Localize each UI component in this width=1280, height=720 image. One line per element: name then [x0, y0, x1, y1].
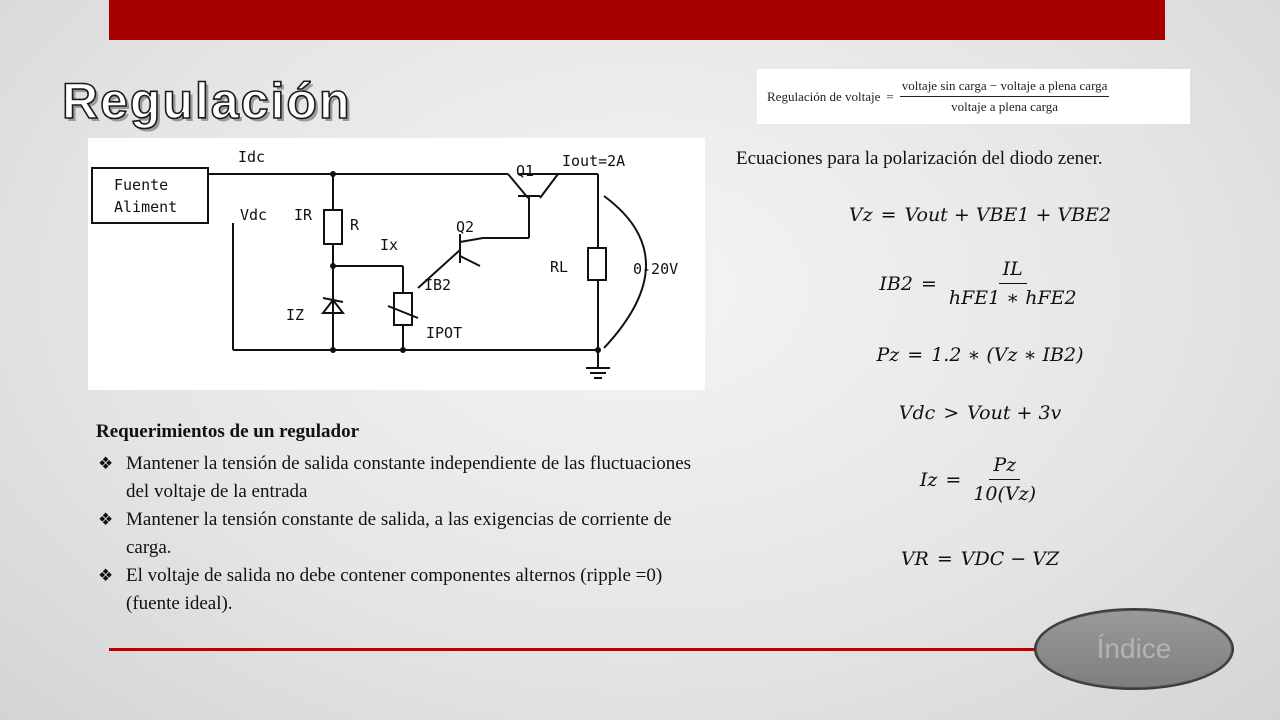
eq-denominator: hFE1 ∗ hFE2 — [948, 287, 1077, 309]
label-range: 0-20V — [633, 260, 679, 278]
equation-vr — [760, 548, 1200, 570]
label-ix: Ix — [380, 236, 399, 254]
list-item-text: Mantener la tensión constante de salida, a las exigencias de corriente de carga. — [126, 509, 672, 558]
formula-equals: = — [886, 88, 894, 104]
eq-fraction — [945, 258, 1081, 309]
eq-operator: = — [945, 468, 962, 491]
label-rl: RL — [550, 258, 569, 276]
eq-fraction — [969, 454, 1040, 505]
regulator-circuit-diagram — [88, 138, 705, 390]
label-ipot: IPOT — [426, 324, 463, 342]
eq-lhs: Pz — [876, 344, 900, 366]
list-item-text: Mantener la tensión de salida constante independiente de las fluctuaciones del voltaje de la entrada — [126, 453, 692, 502]
diamond-bullet-icon: ❖ — [98, 566, 114, 585]
resistor-r — [324, 210, 342, 244]
label-q1: Q1 — [516, 162, 535, 180]
list-item — [96, 506, 716, 562]
eq-lhs: Iz — [919, 468, 938, 491]
label-iout: Iout=2A — [562, 152, 626, 170]
eq-rhs: Vout + VBE1 + VBE2 — [904, 204, 1112, 226]
requirements-heading: Requerimientos de un regulador — [96, 421, 360, 442]
formula-numerator: voltaje sin carga − voltaje a plena carga — [900, 78, 1110, 97]
label-ib2: IB2 — [424, 276, 452, 294]
eq-lhs: IB2 — [879, 272, 913, 295]
eq-numerator: Pz — [989, 454, 1020, 480]
eq-rhs: Vout + 3v — [967, 402, 1062, 424]
eq-operator: > — [943, 402, 960, 424]
list-item-text: El voltaje de salida no debe contener componentes alternos (ripple =0) (fuente ideal). — [126, 565, 663, 614]
label-vdc: Vdc — [240, 206, 268, 224]
resistor-rl — [588, 248, 606, 280]
eq-lhs: Vz — [848, 204, 873, 226]
index-button[interactable]: Índice — [1034, 608, 1234, 690]
equations-heading: Ecuaciones para la polarización del diodo zener. — [736, 148, 1103, 169]
eq-operator: = — [907, 344, 924, 366]
label-iz: IZ — [286, 306, 305, 324]
label-fuente: Fuente — [114, 176, 169, 194]
diamond-bullet-icon: ❖ — [98, 510, 114, 529]
list-item — [96, 450, 716, 506]
diamond-bullet-icon: ❖ — [98, 454, 114, 473]
equation-ib2 — [760, 258, 1200, 309]
circuit-svg — [88, 138, 705, 390]
eq-operator: = — [936, 548, 953, 570]
label-idc: Idc — [238, 148, 266, 166]
label-ir: IR — [294, 206, 313, 224]
eq-operator: = — [920, 272, 937, 295]
formula-fraction — [900, 78, 1110, 115]
eq-denominator: 10(Vz) — [973, 483, 1037, 505]
formula-denominator: voltaje a plena carga — [951, 99, 1059, 114]
eq-lhs: Vdc — [898, 402, 936, 424]
eq-lhs: VR — [900, 548, 929, 570]
equation-pz — [760, 344, 1200, 366]
label-aliment: Aliment — [114, 198, 178, 216]
equation-vz — [760, 204, 1200, 226]
requirements-list — [96, 450, 716, 618]
list-item — [96, 562, 716, 618]
top-accent-bar — [109, 0, 1165, 40]
label-q2: Q2 — [456, 218, 475, 236]
equation-vdc — [760, 402, 1200, 424]
eq-numerator: IL — [999, 258, 1027, 284]
equation-iz — [760, 454, 1200, 505]
bottom-accent-line — [109, 648, 1171, 651]
eq-rhs: VDC − VZ — [960, 548, 1060, 570]
voltage-regulation-formula — [757, 69, 1190, 124]
eq-rhs: 1.2 ∗ (Vz ∗ IB2) — [931, 344, 1084, 366]
slide-title: Regulación — [62, 73, 352, 129]
eq-operator: = — [880, 204, 897, 226]
formula-lhs: Regulación de voltaje — [767, 88, 881, 104]
label-r: R — [350, 216, 360, 234]
